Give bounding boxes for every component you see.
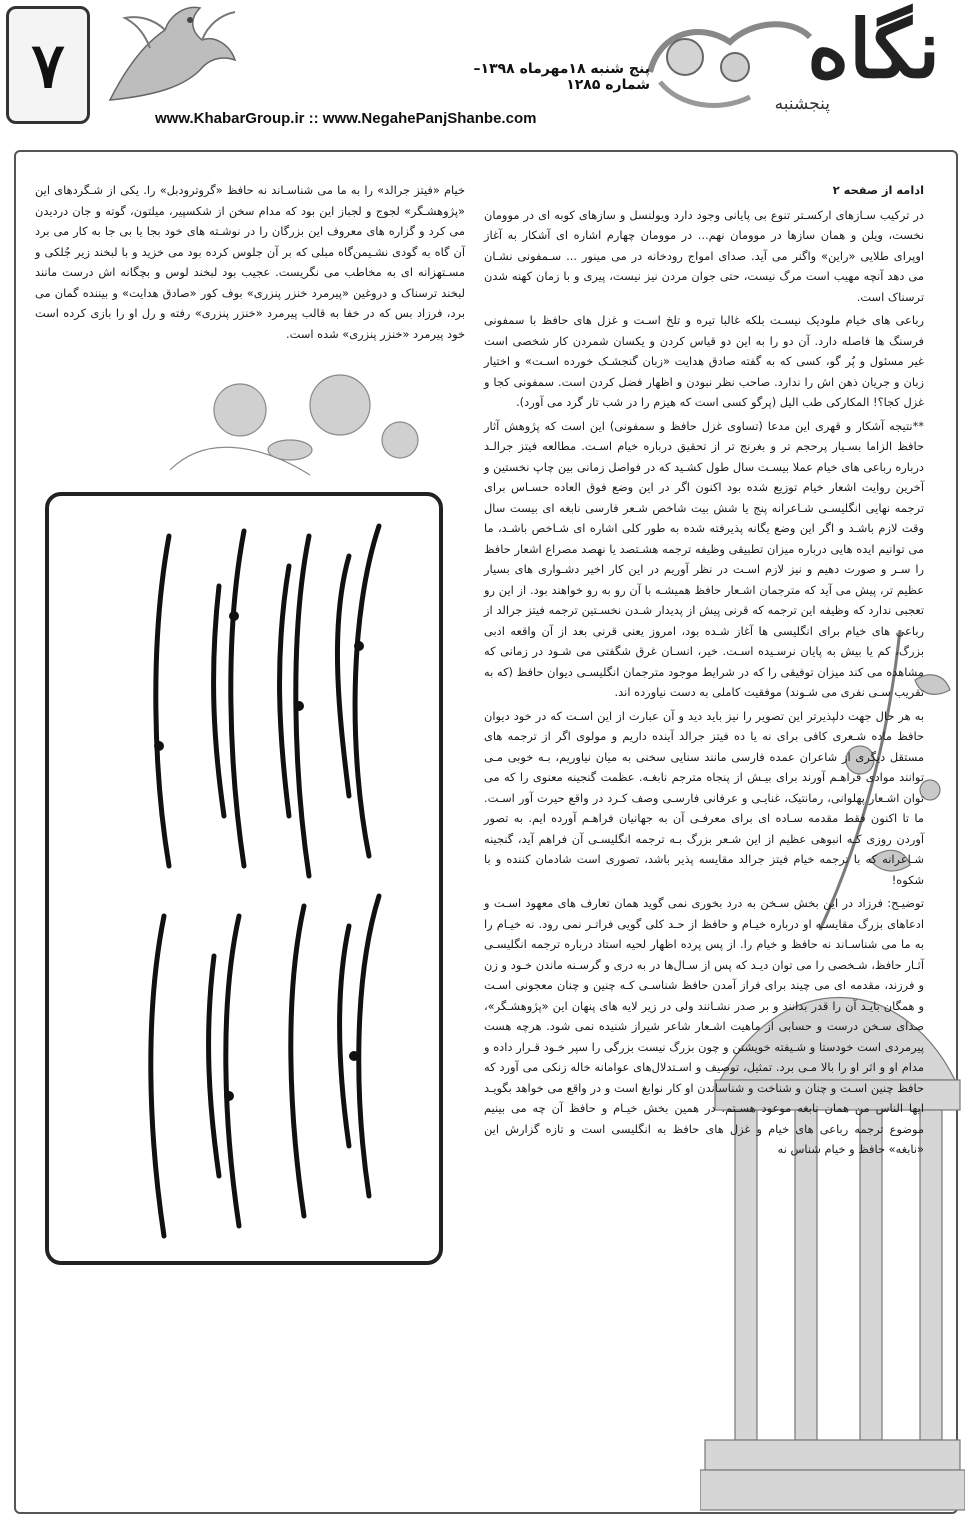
article-paragraph: در ترکیب سـازهای ارکسـتر تنوع بی پایانی وجود دارد ویولنسل و سازهای کوبه ای در موومان نخست، ویلن و همان سازها در موومان نهم... در موومان چهارم اشاره ای آشکار به آغاز اوپرای طلایی «راین» واگنر می آید. صدای امواج رودخانه در می مینور ... سـمفونی نشـان می دهد آنچه مهیب است مرگ نیست، حتی جوان مردن نیز نیست، پیری و با زمان کهنه شدن ترسناک است.	[484, 207, 924, 304]
article-paragraph: خیام «فیتز جرالد» را به ما می شناسـاند نه حافظ «گروترودبل» را. یکی از شـگردهای این «پژوهشـگر» لجوج و لجباز این بود که مدام سخن از شکسپیر، میلتون، گوته و جان دردیدن می کرد و گزاره های معروف این بزرگان را در نوشـته های خود بجا یا بی جا به کار می برد آن گاه به گودی نشـیمن‌گاه مبلی که بر آن جلوس کرده بود می خزید و با لبخند زیر جُلکی و مسـتهزانه ای به مخاطب می نگریست. عجیب بود لبخند لوس و بچگانه اش درست مانند لبخند ترسناک و دروغین «پیرمرد خنزر پنزری» بوف کور «صادق هدایت» و بیننده گمان می برد، فرزاد بس که در خفا به قالب پیرمرد «خنزر پنزری» رفته و رل او را بازی کرده است خود پیرمرد «خنزر پنزری» شده است.	[35, 183, 465, 341]
article-paragraph: رباعی های خیام ملودیک نیسـت بلکه غالبا تیره و تلخ اسـت و غزل های حافظ با سمفونی فرسنگ ها فاصله دارد. آن دو را به این دو قیاس کردن و یکسان شمردن کار شخصی است غیر مسئول و پُر گو، کسی که به گفته صادق هدایت «زبان گنجشـک خورده اسـت» و اختیار زبان و جریان ذهن اش را ندارد. صاحب نظر نبودن و اظهار فضل کردن است. سمفونی کجا و غزل کجا؟! المکارکی طب الیل (پرگو کسی است که هیزم را در شب تار گرد می آورد).	[484, 313, 924, 409]
article-left-column	[35, 180, 465, 347]
persian-calligraphy-icon	[49, 496, 439, 1261]
article-paragraph: توضیـح: فرزاد در این بخش سـخن به درد بخوری نمی گوید همان تعارف های معهود اسـت و ادعاهای بزرگ مقایسـه او درباره خیـام و حافظ از حـد کلی گویی فراتـر نمی رود. نه خیـام را به ما می شناسـاند نه حافظ و خیام را. از پس پرده اظهار لحیه استاد درباره ترجمه انگلیسـی آثـار حافظ، شـخصی را می توان دیـد که پس از سـال‌ها در به دری و گرسـنه ماندن خـود و زن و فرزند، مقدمه ای می چیند برای فراز آمدن حافظ شناسـی کـه چنین و چنان معجونی اسـت و همگان بایـد آن را قدر بدانند و بر صدر نشـانند ولی در زیر لایه های پنهان این «پژوهشـگر»، صدای سـخن درست و حسابی از ماهیت اشـعار شاعر شیراز شنیده نمی شود. هرچه هست پیرمردی است خودستا و شـیفته خویشتن و چون بزرگ نیست بزرگی را سپر خـود قـرار داده و مدام او و اثر او را بالا مـی برد. تمثیل، توصیف و اسـتدلال‌های عوامانه خاله زنکی می آورد که حافظ چنین اسـت و چنان و شناخت و شناساندن او کار نوابغ است و در واقع می خواهد بگویـد ایها الناس من همان نابغه موعود هسـتم. در همین بخش خیـام و حافظ آن چه می بینیم موضوع ترجمه رباعی های خیام و غزل های حافظ به انگلیسی است و تازه گزارش این «نابغه» حافظ و خیام شناس نه	[484, 896, 924, 1156]
article-paragraph: **نتیجه آشکار و قهری این مدعا (تساوی غزل حافظ و سمفونی) این است که پژوهش آثار حافظ الزاما بسـیار پرحجم تر و بغرنج تر از تحقیق درباره خیام اسـت. مطالعه فیتز جرالـد درباره رباعی های خیام عملا بیسـت سال طول کشـید که در فواصل زمانی بین چاپ نخستین و آخرین روایت اشعار خیام توزیع شده بود اکنون اگر در این وضع فوق العاده حسـاس برای ترجمه نهایی انگلیسـی شـاعرانه پنج یا شش بیت شاخص شـعر فارسی نابغه ای بیست سال وقت لازم باشـد و اگر این وضع یگانه پذیرفته شده به طور کلی اشاره ای شـاخص باشـد، ما می توانیم ایده هایی درباره میزان تطبیقی وظیفه ترجمه هشـتصد یا نهصد مصراع اشعار حافظ را سـر و صورت دهیم و نیز لازم اسـت در نظر آوریم در این کار اخیر دشـواری های بسیار عظیم تر، پیش می آید که مترجمان اشـعار حافظ همیشـه با آن رو به رو خواهند بود. از این رو تعجبی ندارد که وظیفه این ترجمه که قرنی پیش از پدیدار شـدن نخسـتین ترجمه فیتز جرالد از رباعی های خیام برای انگلیسی ها آغاز شـده بود، امروز یعنی قرنی بعد از آن واقعه ادبی بزرگ، کم یا بیش به پایان نرسـیده اسـت. خیر، انسـان غرق شگفتی می شـود در زمانی که مشاهده می کند میزان توفیقی را که در شرایط موجود مترجمان انگلیسـی دیوان حافظ (که به تقریب سـی نفری می شـوند) موفقیت کاملی به دست نیاورده اند.	[484, 418, 924, 699]
article-paragraph: به هر حال جهت دلپذیرتر این تصویر را نیز باید دید و آن عبارت از این اسـت که در خود دیوان حافظ ماده شـعری کافی برای نه یا ده فیتز جرالد آینده داریم و مولوی اگر از ترجمه های مستقل دیگری از شاعران عمده فارسی مانند سنایی سخنی به میان نیاوریم، بـه خوبی مـی توانند موادی فراهـم آورند برای بیـش از پنجاه مترجم نابغـه. عظمت گنجینه معنوی را که می توان اشـعار پهلوانی، رمانتیک، غنایـی و عرفانی فارسـی وصف کـرد در واقع حیرت آور اسـت. ما تا اکنون فقط مقدمه سـاده ای برای معرفـی آن به جهانیان فراهـم آورده ایم. به تصور آوردن روزی کـه انبوهی عظیم از این شـعر بزرگ بـه ترجمه انگلیسـی آن فراهم آید، گنجینه شـاعرانه که با ترجمه خیام فیتز جرالد مقایسه پذیر باشد، تصوری است شادمان کننده و با شکوه!	[484, 708, 924, 887]
page-number-box	[6, 6, 90, 124]
page-number: ۷	[31, 28, 65, 102]
website-urls: www.KhabarGroup.ir :: www.NegahePanjShanbe.com	[155, 110, 537, 127]
article-right-column	[484, 180, 924, 1163]
masthead	[640, 2, 960, 127]
newspaper-logo: نگاه	[807, 2, 940, 96]
phoenix-illustration-icon	[90, 0, 240, 110]
newspaper-logo-subtitle: پنجشنبه	[774, 94, 830, 114]
page-header	[0, 0, 970, 140]
floral-decoration-icon	[150, 350, 450, 495]
continued-label: ادامه از صفحه ۲	[832, 183, 924, 197]
calligraphy-poem-box	[45, 492, 443, 1265]
issue-date-line: پنج شنبه ۱۸مهرماه ۱۳۹۸– شماره ۱۲۸۵	[473, 61, 650, 93]
